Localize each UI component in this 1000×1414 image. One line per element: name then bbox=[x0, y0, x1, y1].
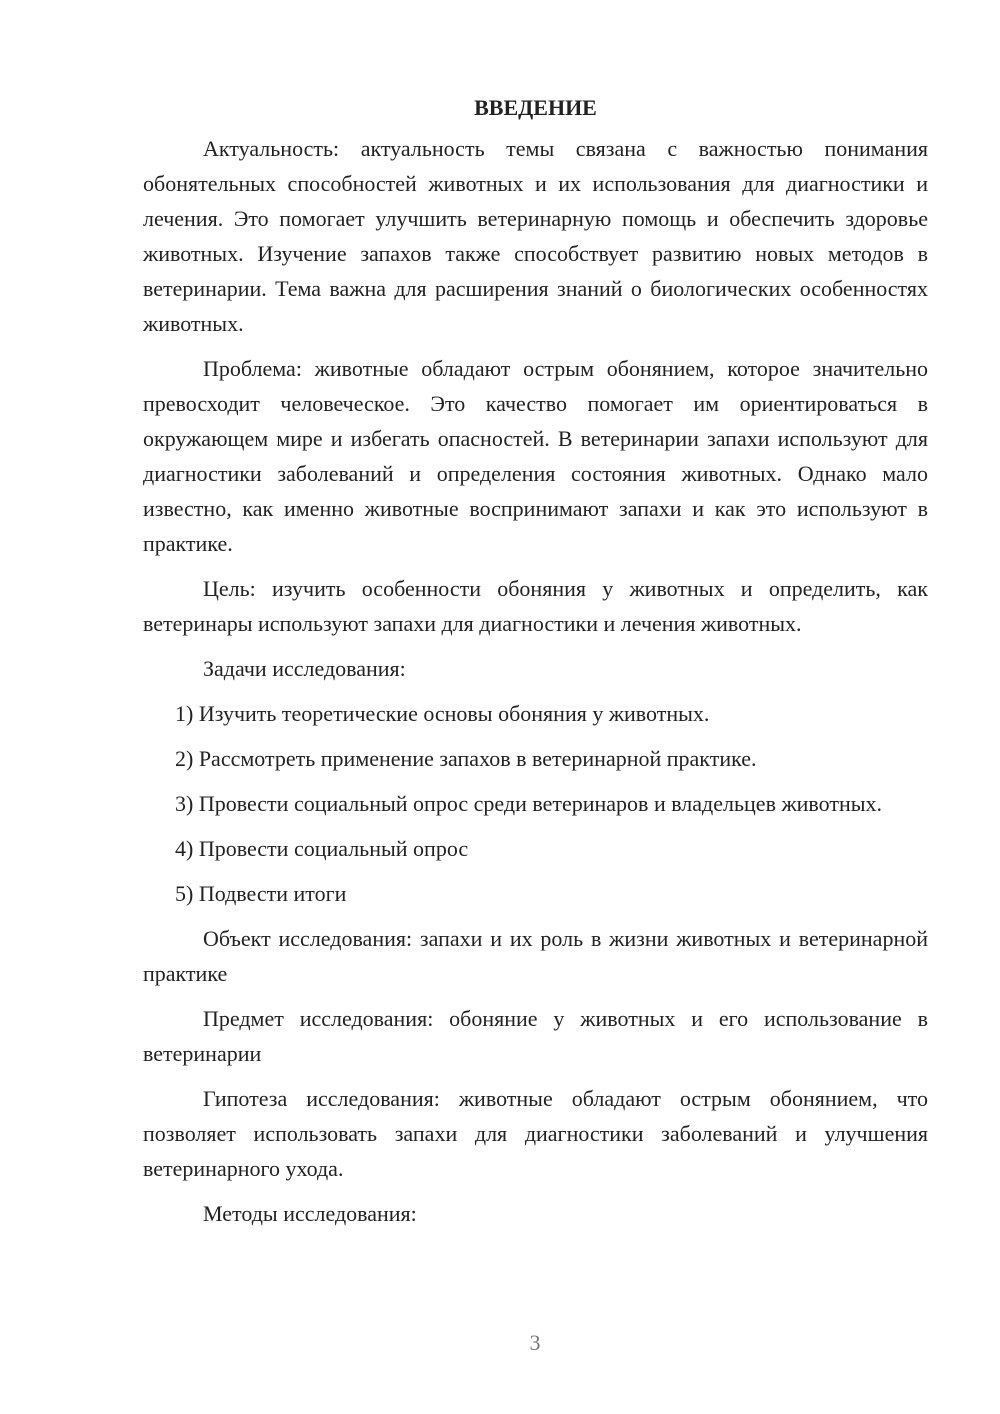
object-paragraph: Объект исследования: запахи и их роль в жизни животных и ветеринарной практике bbox=[143, 926, 928, 986]
problem-paragraph: Проблема: животные обладают острым обонянием, которое значительно превосходит человеческое. Это качество помогает им ориентироваться в окружающем мире и избегать опасностей. В ветеринарии запахи используют для диагностики заболеваний и определения состояния животных. Однако мало известно, как именно животные воспринимают запахи и как это используют в практике. bbox=[143, 356, 928, 556]
section-title: ВВЕДЕНИЕ bbox=[474, 95, 597, 120]
relevance-paragraph: Актуальность: актуальность темы связана с важностью понимания обонятельных способностей животных и их использования для диагностики и лечения. Это помогает улучшить ветеринарную помощь и обеспечить здоровье животных. Изучение запахов также способствует развитию новых методов в ветеринарии. Тема важна для расширения знаний о биологических особенностях животных. bbox=[143, 136, 928, 336]
goal-paragraph: Цель: изучить особенности обоняния у животных и определить, как ветеринары используют запахи для диагностики и лечения животных. bbox=[143, 576, 928, 636]
document-page bbox=[143, 90, 928, 1241]
task-item: 1) Изучить теоретические основы обоняния у животных. bbox=[175, 701, 710, 726]
page-number: 3 bbox=[529, 1330, 541, 1355]
task-item: 3) Провести социальный опрос среди ветеринаров и владельцев животных. bbox=[175, 791, 883, 816]
methods-heading: Методы исследования: bbox=[203, 1201, 417, 1226]
task-item: 5) Подвести итоги bbox=[175, 881, 347, 906]
task-item: 4) Провести социальный опрос bbox=[175, 836, 469, 861]
hypothesis-paragraph: Гипотеза исследования: животные обладают острым обонянием, что позволяет использовать запахи для диагностики заболеваний и улучшения ветеринарного ухода. bbox=[143, 1086, 928, 1181]
subject-paragraph: Предмет исследования: обоняние у животных и его использование в ветеринарии bbox=[143, 1006, 928, 1066]
tasks-heading: Задачи исследования: bbox=[203, 656, 406, 681]
task-item: 2) Рассмотреть применение запахов в ветеринарной практике. bbox=[175, 746, 757, 771]
